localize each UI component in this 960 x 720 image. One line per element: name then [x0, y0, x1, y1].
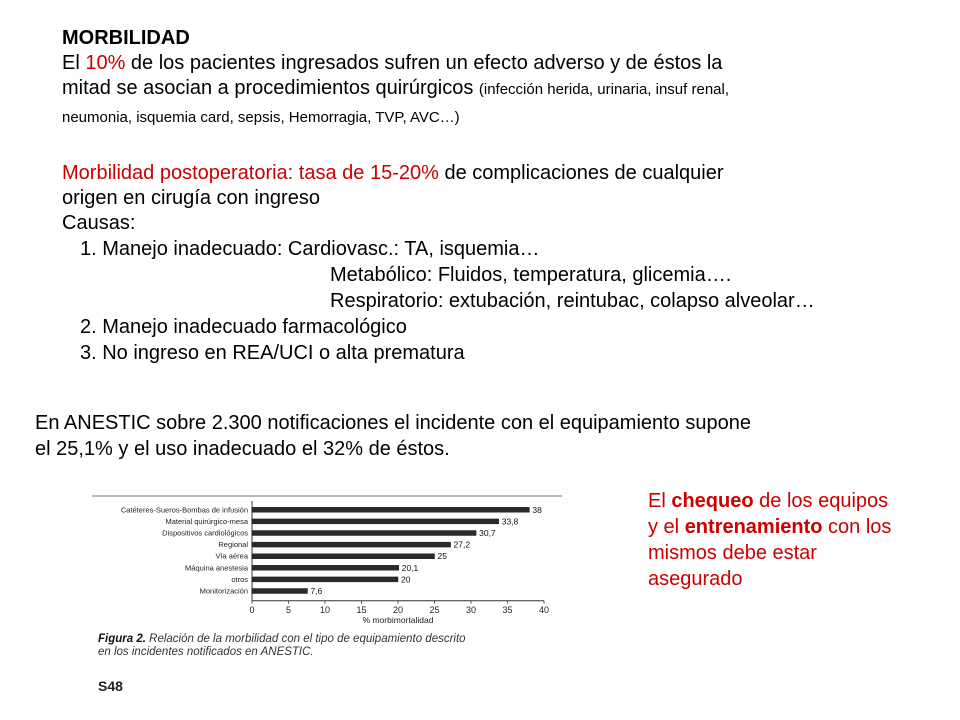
cause-2: 2. Manejo inadecuado farmacológico: [80, 316, 407, 338]
bar-value-label: 38: [532, 504, 542, 515]
p2-line2: origen en cirugía con ingreso: [62, 187, 320, 209]
bar-value-label: 27,2: [453, 539, 471, 550]
heading: MORBILIDAD: [62, 27, 190, 49]
caption-label: Figura 2.: [98, 633, 146, 645]
text-run: mitad se asocian a procedimientos quirúrgicos: [62, 77, 479, 99]
anestic-line2: el 25,1% y el uso inadecuado el 32% de éstos.: [35, 438, 450, 460]
text-run: con los: [822, 516, 892, 538]
p1-line3: neumonia, isquemia card, sepsis, Hemorragia, TVP, AVC…): [62, 109, 460, 126]
bar: [252, 565, 399, 570]
callout-line4: asegurado: [648, 568, 743, 590]
bar: [252, 577, 398, 582]
bar: [252, 507, 529, 512]
text-run: El: [62, 52, 86, 74]
cause-1: 1. Manejo inadecuado: Cardiovasc.: TA, isquemia…: [80, 238, 540, 260]
x-tick-label: 15: [356, 604, 367, 615]
causes-label: Causas:: [62, 212, 136, 234]
category-label: Vía aérea: [215, 551, 248, 561]
x-tick-label: 20: [392, 604, 404, 615]
bold-chequeo: chequeo: [671, 490, 754, 512]
text-run: El: [648, 490, 672, 512]
category-label: Monitorización: [199, 586, 248, 596]
category-label: Dispositivos cardiológicos: [162, 528, 248, 538]
bar-value-label: 7,6: [310, 586, 323, 596]
category-label: otros: [231, 574, 248, 584]
text-run: de los equipos: [753, 490, 889, 512]
bar: [252, 519, 499, 524]
callout-line2: [648, 514, 891, 540]
bar-value-label: 30,7: [479, 528, 496, 538]
figure-caption-line2: en los incidentes notificados en ANESTIC.: [98, 646, 314, 658]
page-number: S48: [98, 678, 123, 694]
bar-chart: [92, 490, 562, 625]
bold-entrenamiento: entrenamiento: [684, 516, 823, 538]
callout-line3: mismos debe estar: [648, 542, 817, 564]
anestic-line1: En ANESTIC sobre 2.300 notificaciones el incidente con el equipamiento supone: [35, 412, 752, 434]
callout-line1: [648, 488, 888, 514]
bar: [252, 542, 451, 547]
x-tick-label: 25: [429, 604, 440, 615]
text-run: de complicaciones de cualquier: [438, 162, 724, 184]
highlight-10pct: 10%: [85, 52, 126, 74]
bar-value-label: 20,1: [401, 562, 419, 573]
p1-line1: [62, 50, 722, 76]
text-run: y el: [648, 516, 685, 538]
highlight-postop: Morbilidad postoperatoria: tasa de 15-20%: [62, 162, 439, 184]
category-label: Máquina anestesia: [185, 563, 248, 573]
x-tick-label: 35: [502, 604, 513, 615]
x-tick-label: 30: [465, 604, 477, 615]
cause-3: 3. No ingreso en REA/UCI o alta prematura: [80, 342, 465, 364]
text-run: de los pacientes ingresados sufren un efecto adverso y de éstos la: [125, 52, 723, 74]
cause-1-metabolic: Metabólico: Fluidos, temperatura, glicemia….: [330, 264, 732, 286]
x-tick-label: 5: [285, 604, 292, 615]
figure-caption-line1: [98, 633, 466, 646]
category-label: Material quirúrgico-mesa: [165, 516, 248, 526]
figure-scan: [92, 490, 562, 700]
bar: [252, 554, 435, 559]
x-axis-title: % morbimortalidad: [362, 614, 434, 625]
bar: [252, 531, 476, 536]
cause-1-respiratory: Respiratorio: extubación, reintubac, colapso alveolar…: [330, 290, 815, 312]
x-tick-label: 40: [538, 604, 550, 615]
bar: [252, 589, 307, 594]
small-text: (infección herida, urinaria, insuf renal,: [478, 81, 730, 98]
category-label: Regional: [218, 540, 248, 550]
category-label: Catéteres-Sueros-Bombas de infusión: [120, 505, 248, 515]
x-tick-label: 10: [319, 604, 331, 615]
bar-value-label: 20: [401, 574, 411, 585]
bar-value-label: 25: [437, 551, 447, 562]
bar-value-label: 33,8: [501, 516, 519, 527]
caption-text: Relación de la morbilidad con el tipo de equipamiento descrito: [145, 633, 466, 645]
p1-line2: [62, 75, 729, 103]
x-tick-label: 0: [249, 604, 255, 615]
p2-line1: [62, 160, 724, 186]
